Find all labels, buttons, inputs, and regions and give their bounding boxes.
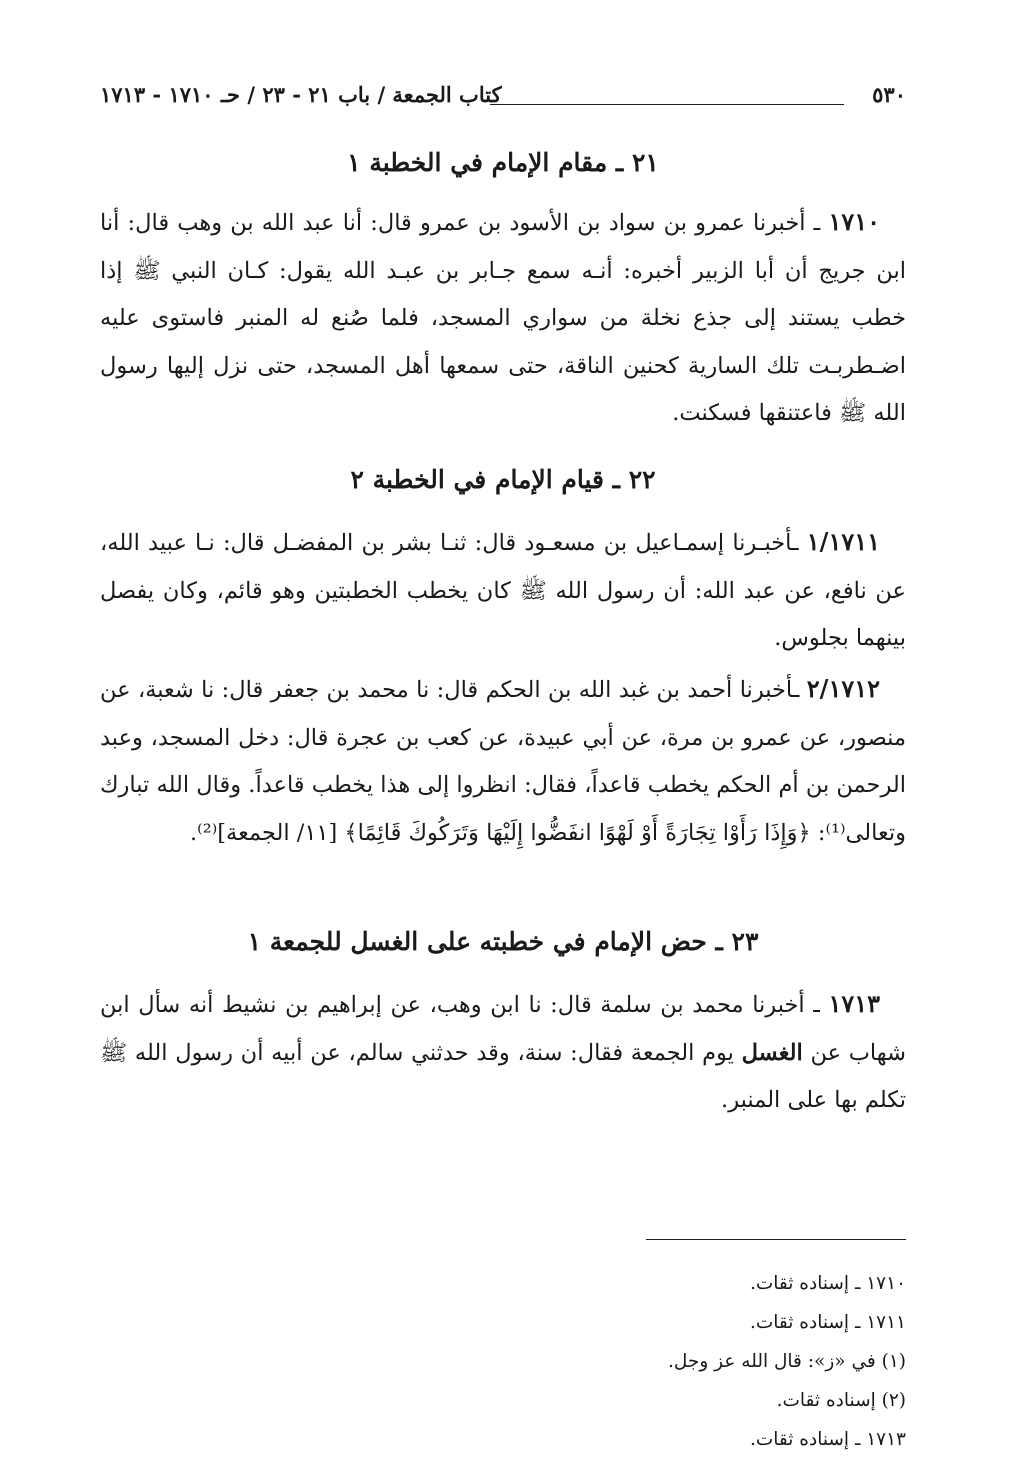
hadith-1710 <box>100 198 906 438</box>
footnote-divider <box>646 1239 906 1240</box>
running-title: كتاب الجمعة / باب ٢١ - ٢٣ / حـ ١٧١٠ - ١٧١٣ <box>100 82 502 107</box>
hadith-text: يوم الجمعة فقال: سنة، وقد حدثني سالم، عن أبيه أن رسول الله ﷺ تكلم بها على المنبر. <box>100 1039 906 1113</box>
hadith-number: ١٧١٣ <box>828 989 880 1018</box>
section-title-22 <box>100 465 906 494</box>
quran-verse: : ﴿وَإِذَا رَأَوْا تِجَارَةً أَوْ لَهْوًا انفَضُّوا إِلَيْهَا وَتَرَكُوكَ قَائِمًا﴾ [١١/ الجمعة] <box>217 819 826 846</box>
hadith-text: ـ أخبرنا محمد بن سلمة قال: نا ابن وهب، عن إبراهيم بن نشيط أنه سأل ابن شهاب عن <box>100 992 906 1066</box>
footnote-ref: ⁽²⁾ <box>197 819 218 846</box>
hadith-number: ٢/١٧١٢ <box>806 674 880 703</box>
hadith-text: ـ أخبرنا عمرو بن سواد بن الأسود بن عمرو قال: أنا عبد الله بن وهب قال: أنا ابن جريج أن أبا الزبير أخبره: أنـه سمع جـابر بن عبـد الله يقول: كـان النبي ﷺ إذا خطب يستند إلى جذع نخلة من سواري المسجد، فلما صُنع له المنبر فاستوى عليه اضـطربـت تلك السارية كحنين الناقة، حتى سمعها أهل المسجد، حتى نزل إليها رسول الله ﷺ فاعتنقها فسكنت. <box>100 210 906 426</box>
footnote-ref: ⁽¹⁾ <box>825 819 846 846</box>
hadith-text-end: . <box>190 819 198 846</box>
hadith-1712 <box>100 665 906 857</box>
hadith-1711 <box>100 518 906 663</box>
header-rule <box>490 104 844 105</box>
section-title-23 <box>100 927 906 956</box>
book-page <box>100 0 906 1450</box>
hadith-text: ـأخبـرنا إسمـاعيل بن مسعـود قال: ثنـا بشر بن المفضـل قال: نـا عبيد الله، عن نافع، عن عبد الله: أن رسول الله ﷺ كان يخطب الخطبتين وهو قائم، وكان يفصل بينهما بجلوس. <box>100 530 906 651</box>
hadith-number: ١/١٧١١ <box>806 527 880 556</box>
section-title-text: ٢٢ ـ قيام الإمام في الخطبة <box>372 465 656 494</box>
section-title-marker: ١ <box>347 148 361 177</box>
footnotes <box>100 1264 906 1459</box>
footnote-item: ١٧١٣ ـ إسناده ثقات. <box>749 1429 906 1450</box>
bold-word: الغسل <box>741 1039 803 1066</box>
section-title-21 <box>100 148 906 177</box>
page-header <box>100 82 906 116</box>
hadith-text: ـأخبرنا أحمد بن غبد الله بن الحكم قال: نا محمد بن جعفر قال: نا شعبة، عن منصور، عن عمرو بن مرة، عن أبي عبيدة، عن كعب بن عجرة قال: دخل المسجد، وعبد الرحمن بن أم الحكم يخطب قاعداً، فقال: انظروا إلى هذا يخطب قاعداً. وقال الله تبارك وتعالى <box>100 677 906 846</box>
footnote-item: (١) في «ز»: قال الله عز وجل. <box>668 1351 906 1372</box>
page-number: ٥٣٠ <box>872 82 906 107</box>
section-title-text: ٢٣ ـ حض الإمام في خطبته على الغسل للجمعة <box>269 927 759 956</box>
section-title-marker: ٢ <box>350 465 364 494</box>
footnote-item: (٢) إسناده ثقات. <box>776 1390 906 1411</box>
footnote-item: ١٧١٠ ـ إسناده ثقات. <box>749 1273 906 1294</box>
section-title-text: ٢١ ـ مقام الإمام في الخطبة <box>369 148 659 177</box>
footnote-item: ١٧١١ ـ إسناده ثقات. <box>749 1312 906 1333</box>
hadith-1713 <box>100 980 906 1125</box>
hadith-number: ١٧١٠ <box>828 207 880 236</box>
section-title-marker: ١ <box>247 927 262 956</box>
